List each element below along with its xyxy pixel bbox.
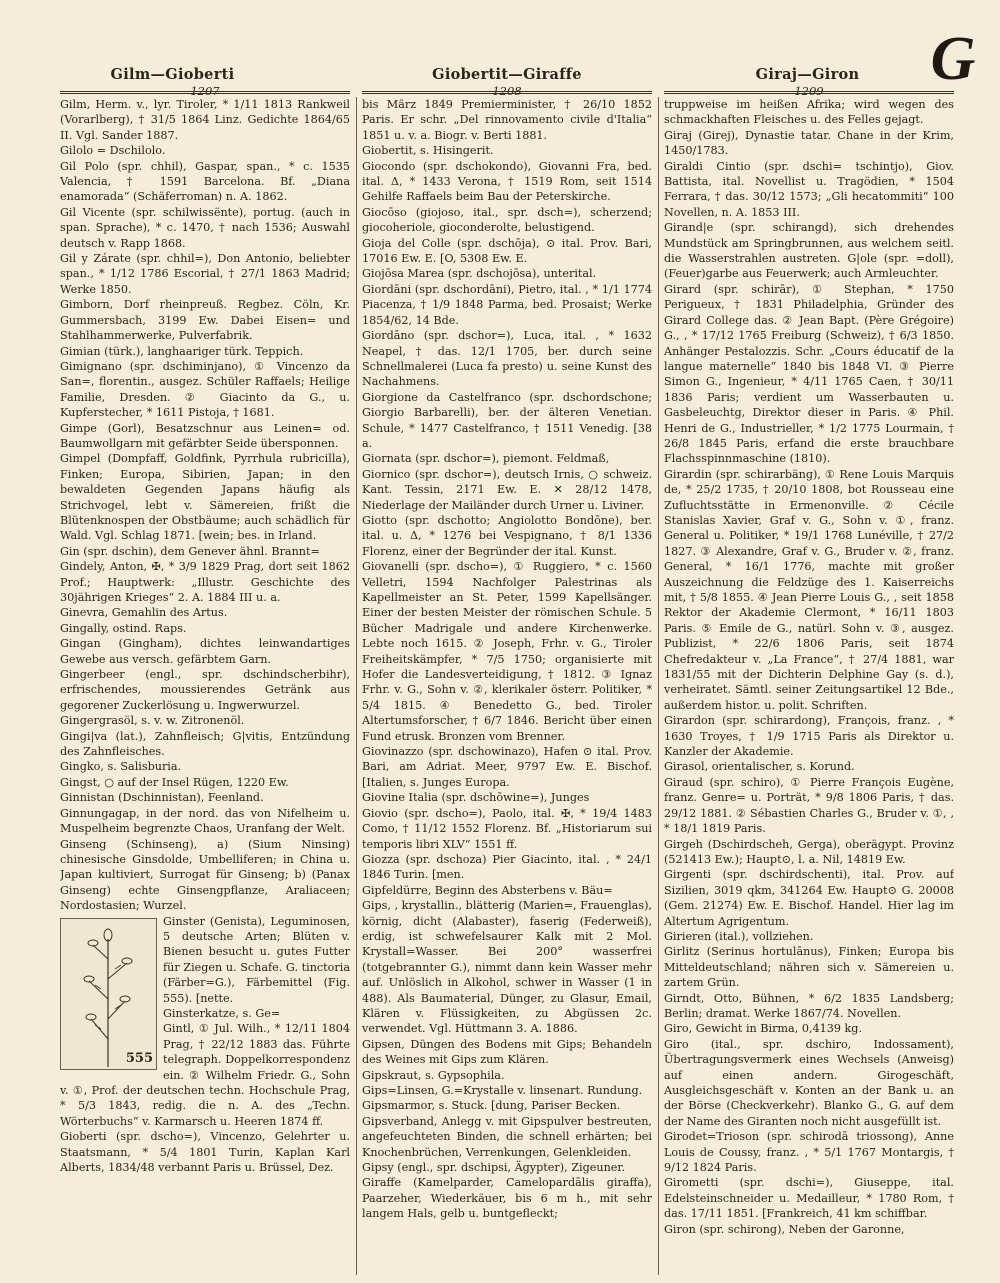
entry: Gingergrasöl, s. v. w. Zitronenöl. [60, 714, 245, 728]
entry: Gindely, Anton, ✠, * 3/9 1829 Prag, dort seit 1862 Prof.; Hauptwerk: „Illustr. Geschichte des 30jährigen Krieges“ 2. A. 1884 III u. a. [60, 560, 350, 604]
entry: Gipsy (engl., spr. dschipsi, Ägypter), Zigeuner. [362, 1161, 626, 1175]
entry: Gimian (türk.), langhaariger türk. Teppich. [60, 344, 304, 358]
entry: Girasol, orientalischer, s. Korund. [664, 760, 855, 774]
entry: Giraffe (Kamelparder, Camelopardālis giraffa), Paarzeher, Wiederkäuer, bis 6 m h., mit sehr langem Hals, gelb u. buntgefleckt; [362, 1176, 652, 1221]
entry: Gin (spr. dschin), dem Genever ähnl. Brannt= [60, 544, 320, 558]
entry: Gimpe (Gorl), Besatzschnur aus Leinen= od. Baumwollgarn mit gefärbter Seide übersponnen. [60, 421, 350, 450]
entry: Gipfeldürre, Beginn des Absterbens v. Bäu= [362, 883, 613, 897]
entry: Gingan (Gingham), dichtes leinwandartiges Gewebe aus versch. gefärbtem Garn. [60, 637, 350, 666]
entry: Ginevra, Gemahlin des Artus. [60, 606, 228, 620]
entry: Giocondo (spr. dschokondo), Giovanni Fra, bed. ital. Δ, * 1433 Verona, † 1519 Rom, seit 1514 Gehilfe Raffaels beim Bau der Peterskirche. [362, 159, 652, 204]
entry: Giobertit, s. Hisingerit. [362, 144, 494, 158]
entry: Gingally, ostind. Raps. [60, 621, 187, 635]
entry: Giovanelli (spr. dscho=), ① Ruggiero, * c. 1560 Velletri, 1594 Nachfolger Palestrinas als Kapellmeister an St. Peter, 1599 Kapellsänger. Einer der besten Meister der römischen Schule. 5 Bücher Madrigale und andere Kirchenwerke. Lebte noch 1615. ② Joseph, Frhr. v. G., Tiroler Freiheitskämpfer, * 7/5 1750; organisierte mit Hofer die Landesverteidigung, † 1812. ③ Ignaz Frhr. v. G., Sohn v. ②, klerikaler österr. Politiker, * 5/4 1815. ④ Benedetto G., bed. Tiroler Altertumsforscher, † 6/7 1846. Bericht über einen Fund etrusk. Bronzen vom Brenner. [362, 560, 652, 743]
running-head-left: Gilm—Gioberti [110, 66, 235, 83]
entry: Girlitz (Serinus hortulānus), Finken; Europa bis Mitteldeutschland; nähren sich v. Sämereien u. zartem Grün. [664, 945, 954, 990]
entry: Giotto (spr. dschotto; Angiolotto Bondōne), ber. ital. u. Δ, * 1276 bei Vespignano, † 8/1 1336 Florenz, einer der Begründer der ital. Kunst. [362, 513, 652, 558]
entry: Gingko, s. Salisburia. [60, 760, 182, 774]
entry: Giovinazzo (spr. dschowinazo), Hafen ⊙ ital. Prov. Bari, am Adriat. Meer, 9797 Ew. E. Bischof. [Italien, s. Junges Europa. [362, 745, 652, 789]
entry: Ginnistan (Dschinnistan), Feenland. [60, 791, 264, 805]
entry: Giron (spr. schirong), Neben der Garonne, [664, 1222, 905, 1236]
entry: Giro (ital., spr. dschiro, Indossament), Übertragungsvermerk eines Wechsels (Anweisg) auf einen andern. Girogeschäft, Ausgleichsgeschäft v. Konten an der Bank u. an der Börse (Checkverkehr). Blanko G., G. auf dem der Name des Giranten noch nicht ausgefüllt ist. [664, 1037, 954, 1128]
entry: Gil Polo (spr. chhil), Gaspar, span., * c. 1535 Valencia, † 1591 Barcelona. Bf. „Diana enamorada“ (Schäferroman) n. A. 1862. [60, 159, 350, 204]
entry: Gintl, ① Jul. Wilh., * 12/11 1804 Prag, † 22/12 1883 das. Führte telegraph. Doppelkorrespondenz ein. ② Wilhelm Friedr. G., Sohn v. ①, Prof. der deutschen techn. Hochschule Prag, * 5/3 1843, redig. die n. A. des „Techn. Wörterbuchs“ v. Karmarsch u. Heeren 1874 ff. [60, 1022, 350, 1128]
entry: Giordāni (spr. dschordāni), Pietro, ital. , * 1/1 1774 Piacenza, † 1/9 1848 Parma, bed. Prosaist; Werke 1854/62, 14 Bde. [362, 282, 652, 327]
entry: Girardon (spr. schirardong), François, franz. , * 1630 Troyes, † 1/9 1715 Paris als Direktor u. Kanzler der Akademie. [664, 714, 954, 759]
column-divider-2 [658, 97, 659, 1275]
entry: Gipsverband, Anlegg v. mit Gipspulver bestreuten, angefeuchteten Binden, die schnell erhärten; bei Knochenbrüchen, Verrenkungen, Gelenkleiden. [362, 1114, 652, 1159]
entry: Girard (spr. schirār), ① Stephan, * 1750 Perigueux, † 1831 Philadelphia, Gründer des Girard College das. ② Jean Bapt. (Père Grégoire) G., , * 17/12 1765 Freiburg (Schweiz), † 6/3 1850. Anhänger Pestalozzis. Schr. „Cours éducatif de la langue maternelle“ 1840 bis 1848 VI. ③ Pierre Simon G., Ingenieur, * 4/11 1765 Caen, † 30/11 1836 Paris; verdient um Wasserbauten u. Gasbeleuchtg, Direktor dieser in Paris. ④ Phil. Henri de G., Industrieller, * 1/2 1775 Lourmain, † 26/8 1845 Paris, erfand die erste brauchbare Flachsspinnmaschine (1810). [664, 282, 954, 466]
entry: Girodet=Trioson (spr. schirodā triossong), Anne Louis de Coussy, franz. , * 5/1 1767 Montargis, † 9/12 1824 Paris. [664, 1130, 954, 1175]
page-number-left: 1207 [190, 84, 220, 98]
entry: Giozza (spr. dschoza) Pier Giacinto, ital. , * 24/1 1846 Turin. [men. [362, 852, 652, 882]
entry: Ginster (Genista), Leguminosen, 5 deutsche Arten; Blüten v. Bienen besucht u. gutes Futter für Ziegen u. Schafe. G. tinctoria (Färber=G.), Färbemittel (Fig. 555). [nette. [163, 914, 350, 1005]
header-rule-right [664, 91, 954, 94]
broom-plant-drawing [61, 919, 156, 1069]
entry: Girand|e (spr. schirangd), sich drehendes Mundstück am Springbrunnen, aus welchem seitl. die Wasserstrahlen austreten. G|ole (spr. =doll), (Feuer)garbe aus Feuerwerk; auch Armleuchter. [664, 221, 954, 281]
entry: Giordāno (spr. dschor=), Luca, ital. , * 1632 Neapel, † das. 12/1 1705, ber. durch seine Schnellmalerei (Luca fa presto) u. seine Kunst des Nachahmens. [362, 329, 652, 389]
running-head-center: Giobertit—Giraffe [432, 66, 582, 83]
column-divider-1 [356, 97, 357, 1275]
entry: Giornata (spr. dschor=), piemont. Feldmaß, [362, 452, 610, 466]
entry: Giraj (Girej), Dynastie tatar. Chane in der Krim, 1450/1783. [664, 128, 954, 158]
entry: Gioberti (spr. dscho=), Vincenzo, Gelehrter u. Staatsmann, * 5/4 1801 Turin, Kaplan Karl Alberts, 1834/48 verbannt Paris u. Brüssel, Dez. [60, 1130, 350, 1175]
entry: Gipskraut, s. Gypsophila. [362, 1068, 505, 1082]
entry: Gil Vicente (spr. schilwissënte), portug. (auch in span. Sprache), * c. 1470, † nach 1536; Auswahl deutsch v. Rapp 1868. [60, 205, 350, 250]
entry: Ginnungagap, in der nord. das von Nifelheim u. Muspelheim begrenzte Chaos, Uranfang der Welt. [60, 806, 350, 836]
entry: Girometti (spr. dschi=), Giuseppe, ital. Edelsteinschneider u. Medailleur, * 1780 Rom, † das. 17/11 1851. [Frankreich, 41 km schiffbar. [664, 1176, 954, 1221]
section-letter: G [930, 25, 976, 93]
entry: Ginseng (Schinseng), a) (Sium Ninsing) chinesische Ginsdolde, Umbelliferen; in China u. Japan kultiviert, Surrogat für Ginseng; b) (Panax Ginseng) echte Ginsengpflanze, Araliaceen; Nordostasien; Wurzel. [60, 837, 350, 913]
entry: Girndt, Otto, Bühnen, * 6/2 1835 Landsberg; Berlin; dramat. Werke 1867/74. Novellen. [664, 991, 954, 1020]
page-number-right: 1209 [794, 84, 824, 98]
entry: Gips=Linsen, G.=Krystalle v. linsenart. Rundung. [362, 1084, 643, 1097]
entry: Gingi|va (lat.), Zahnfleisch; G|vitis, Entzündung des Zahnfleisches. [60, 729, 350, 759]
entry: Gilolo = Dschilolo. [60, 144, 166, 158]
entry: Gips, , krystallin., blätterig (Marien=, Frauenglas), körnig, dicht (Alabaster), faserig (Federweiß), erdig, ist schwefelsaurer Kalk mit 2 Mol. Krystall=Wasser. Bei 200° wasserfrei (totgebrannter G.), nimmt dann kein Wasser mehr auf. Unlöslich in Alkohol, schwer in Wasser (1 in 488). Als Baumaterial, Dünger, zu Glasur, Email, Klären v. Flüssigkeiten, zu Abgüssen 2c. verwendet. Vgl. Hüttmann 3. A. 1886. [362, 899, 652, 1036]
column-left [60, 97, 350, 1277]
entry: Gioja del Colle (spr. dschōja), ⊙ ital. Prov. Bari, 17016 Ew. E. [O, 5308 Ew. E. [362, 236, 652, 266]
entry: Girieren (ital.), vollziehen. [664, 929, 814, 943]
entry: Gilm, Herm. v., lyr. Tiroler, * 1/11 1813 Rankweil (Vorarlberg), † 31/5 1864 Linz. Gedichte 1864/65 II. Vgl. Sander 1887. [60, 98, 350, 142]
entry: Ginsterkatze, s. Ge= [163, 1006, 281, 1020]
running-head-right: Giraj—Giron [755, 66, 860, 83]
entry: Giovine Italia (spr. dschōwine=), Junges [362, 791, 590, 805]
page-number-center: 1208 [492, 84, 522, 98]
entry: Girgeh (Dschirdscheh, Gerga), oberägypt. Provinz (521413 Ew.); Haupt⊙, l. a. Nil, 14819 Ew. [664, 837, 954, 866]
entry: Girardin (spr. schirarbäng), ① Rene Louis Marquis de, * 25/2 1735, † 20/10 1808, bot Rousseau eine Zufluchtsstätte in Ermenonville. ② Cécile Stanislas Xavier, Graf v. G., Sohn v. ①, franz. General u. Politiker, * 19/1 1768 Lunéville, † 27/2 1827. ③ Alexandre, Graf v. G., Bruder v. ②, franz. General, * 16/1 1776, machte mit großer Auszeichnung die Feldzüge des 1. Kaiserreichs mit, † 5/8 1855. ④ Jean Pierre Louis G., , seit 1858 Rektor der Akademie Clermont, * 16/11 1803 Paris. ⑤ Emile de G., natürl. Sohn v. ③, ausgez. Publizist, * 22/6 1806 Paris, seit 1874 Chefredakteur v. „La France“, † 27/4 1881, war 1831/55 mit der Dichterin Delphine Gay (s. d.), verheiratet. Sämtl. seiner Zeitungsartikel 12 Bde., außerdem histor. u. polit. Schriften. [664, 467, 954, 712]
entry: Giraud (spr. schiro), ① Pierre François Eugène, franz. Genre= u. Porträt, * 9/8 1806 Paris, † das. 29/12 1881. ② Sébastien Charles G., Bruder v. ①, , * 18/1 1819 Paris. [664, 775, 954, 836]
entry: truppweise im heißen Afrika; wird wegen des schmackhaften Fleisches u. des Felles gejagt. [664, 98, 954, 127]
entry: Giovio (spr. dscho=), Paolo, ital. ✠, * 19/4 1483 Como, † 11/12 1552 Florenz. Bf. „Historiarum sui temporis libri XLV“ 1551 ff. [362, 806, 652, 851]
botanical-illustration [60, 918, 157, 1070]
entry: Gipsen, Düngen des Bodens mit Gips; Behandeln des Weines mit Gips zum Klären. [362, 1037, 652, 1067]
entry: Gimborn, Dorf rheinpreuß. Regbez. Cöln, Kr. Gummersbach, 3199 Ew. Dabei Eisen= und Stahlhammerwerke, Pulverfabrik. [60, 298, 350, 343]
entry: Gil y Zárate (spr. chhil=), Don Antonio, beliebter span., * 1/12 1786 Escorial, † 27/1 1863 Madrid; Werke 1850. [60, 252, 350, 296]
entry: Giojōsa Marea (spr. dschojōsa), unterital. [362, 267, 597, 281]
entry: Giornico (spr. dschor=), deutsch Irnis, ○ schweiz. Kant. Tessin, 2171 Ew. E. ✕ 28/12 1478, Niederlage der Mailänder durch Urner u. Liviner. [362, 467, 652, 512]
entry: Gingerbeer (engl., spr. dschindscherbihr), erfrischendes, moussierendes Getränk aus gegorener Zuckerlösung u. Ingwerwurzel. [60, 668, 350, 712]
column-center [362, 97, 652, 1277]
figure-number: 555 [125, 1051, 153, 1067]
entry: bis März 1849 Premierminister, † 26/10 1852 Paris. Er schr. „Del rinnovamento civile d'Italia“ 1851 u. v. a. Biogr. v. Berti 1881. [362, 98, 652, 142]
entry: Gimignano (spr. dschiminjano), ① Vincenzo da San=, florentin., ausgez. Schüler Raffaels; Heilige Familie, Dresden. ② Giacinto da G., u. Kupferstecher, * 1611 Pistoja, † 1681. [60, 359, 350, 420]
entry: Giraldi Cintio (spr. dschi= tschintjo), Giov. Battista, ital. Novellist u. Tragödien, * 1504 Ferrara, † das. 30/12 1573; „Gli hecatommiti“ 100 Novellen, n. A. 1853 III. [664, 159, 954, 219]
header-rule-center [362, 91, 652, 94]
entry: Giro, Gewicht in Birma, 0,4139 kg. [664, 1022, 863, 1036]
column-right [664, 97, 954, 1277]
entry: Gingst, ○ auf der Insel Rügen, 1220 Ew. [60, 775, 289, 789]
entry: Girgenti (spr. dschirdschenti), ital. Prov. auf Sizilien, 3019 qkm, 341264 Ew. Haupt⊙ G. 20008 (Gem. 21274) Ew. E. Bischof. Handel. Hier lag im Altertum Agrigentum. [664, 868, 954, 928]
header-rule-left [60, 91, 350, 94]
entry: Gimpel (Dompfaff, Goldfink, Pyrrhula rubricilla), Finken; Europa, Sibirien, Japan; in den bewaldeten Gegenden Japans häufig als Strichvogel, lebt v. Sämereien, frißt die Blütenknospen der Obstbäume; auch schädlich für Wald. Vgl. Schlag 1871. [wein; bes. in Irland. [60, 452, 350, 543]
entry: Giorgione da Castelfranco (spr. dschordschone; Giorgio Barbarelli), ber. der älteren Venetian. Schule, * 1477 Castelfranco, † 1511 Venedig. [38 a. [362, 390, 652, 450]
entry: Gipsmarmor, s. Stuck. [dung, Pariser Becken. [362, 1099, 621, 1113]
entry: Giocōso (giojoso, ital., spr. dsch=), scherzend; giocoheriole, gioconderolte, belustigend. [362, 205, 652, 235]
